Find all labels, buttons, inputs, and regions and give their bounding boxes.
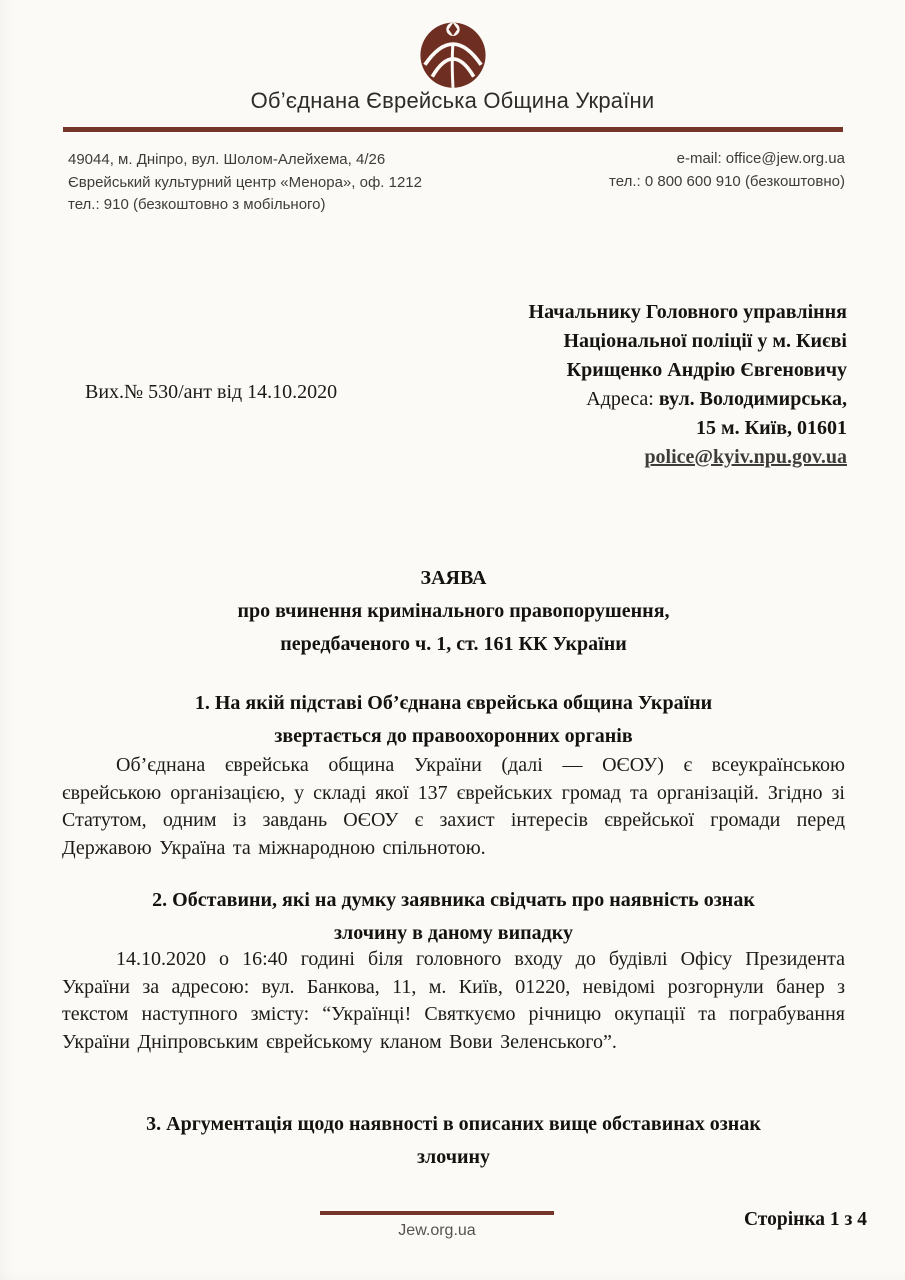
heading-line: злочину — [416, 1146, 491, 1168]
recipient-line: Національної поліції у м. Києві — [563, 330, 847, 352]
title-subline: про вчинення кримінального правопорушення, — [237, 600, 670, 622]
page-number: Сторінка 1 з 4 — [743, 1209, 867, 1230]
heading-line: звертається до правоохоронних органів — [274, 725, 633, 747]
recipient-block — [307, 298, 847, 472]
org-contact-block — [609, 148, 845, 193]
recipient-line: Крищенко Андрію Євгеновичу — [566, 359, 847, 381]
recipient-address-line: 15 м. Київ, 01601 — [695, 417, 847, 439]
section-1-paragraph: Об’єднана єврейська община України (далі — ОЄОУ) є всеукраїнською єврейською організацією, у складі якої 137 єврейських громад та організацій. Згідно зі Статутом, одним із завдань ОЄОУ є захист інтересів єврейської громади перед Державою Україна та міжнародною спільнотою. — [62, 754, 845, 859]
heading-line: 2. Обставини, які на думку заявника свідчать про наявність ознак — [152, 889, 755, 911]
section-1-heading — [62, 687, 845, 753]
section-2-heading — [62, 884, 845, 950]
outgoing-reference-number: Вих.№ 530/ант від 14.10.2020 — [85, 381, 338, 403]
section-3-heading — [62, 1108, 845, 1174]
recipient-email-link: police@kyiv.npu.gov.ua — [644, 446, 847, 468]
address-street: вул. Володимирська, — [658, 388, 847, 410]
document-title — [62, 562, 845, 661]
org-logo — [0, 16, 905, 95]
menorah-tree-icon — [416, 16, 490, 95]
org-phone: тел.: 0 800 600 910 (безкоштовно) — [609, 172, 845, 190]
address-line: 49044, м. Дніпро, вул. Шолом-Алейхема, 4/26 — [68, 151, 386, 168]
recipient-line: Начальнику Головного управління — [528, 301, 847, 323]
footer-divider-rule — [320, 1211, 554, 1215]
section-2-paragraph: 14.10.2020 о 16:40 годині біля головного входу до будівлі Офісу Президента України за адресою: вул. Банкова, 11, м. Київ, 01220, невідомі розгорнули банер з текстом наступного змісту: “Українці! Святкуємо річницю окупації та пограбування України Дніпровським єврейському кланом Вови Зеленського”. — [62, 948, 845, 1053]
heading-line: 3. Аргументація щодо наявності в описаних вище обставинах ознак — [146, 1113, 761, 1135]
address-line: тел.: 910 (безкоштовно з мобільного) — [68, 196, 326, 213]
footer-website: Jew.org.ua — [398, 1222, 476, 1239]
heading-line: 1. На якій підставі Об’єднана єврейська община України — [194, 692, 713, 714]
recipient-address-line — [307, 385, 847, 414]
title-word: ЗАЯВА — [420, 567, 487, 589]
org-email: e-mail: office@jew.org.ua — [676, 150, 845, 167]
org-name: Об’єднана Єврейська Община України — [250, 88, 655, 113]
address-label: Адреса: — [586, 388, 659, 410]
heading-line: злочину в даному випадку — [334, 922, 573, 944]
header-divider-rule — [63, 127, 843, 132]
address-line: Єврейський культурний центр «Менора», оф. 1212 — [68, 173, 422, 191]
title-subline: передбаченого ч. 1, ст. 161 КК України — [280, 633, 627, 655]
org-address-block — [68, 149, 422, 217]
